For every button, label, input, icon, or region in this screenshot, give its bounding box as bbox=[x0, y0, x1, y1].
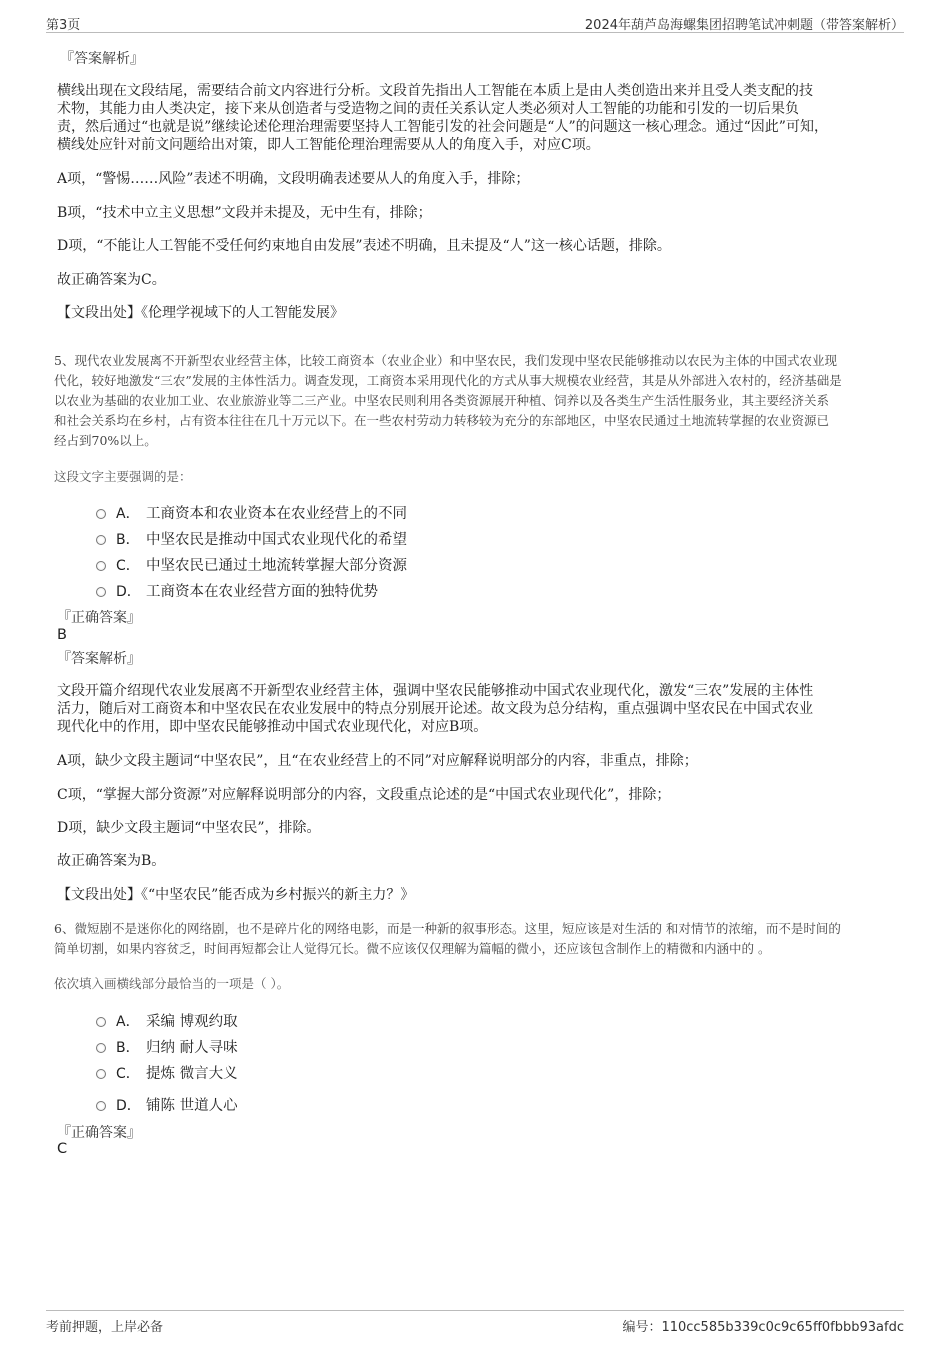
q4-option-note-a: A项，“警惕……风险”表述不明确，文段明确表述要从人的角度入手，排除； bbox=[57, 171, 530, 187]
q6-option-d[interactable] bbox=[96, 1094, 238, 1115]
q5-option-b[interactable] bbox=[96, 528, 407, 549]
radio-button[interactable] bbox=[96, 587, 106, 597]
analysis-line: 责，然后通过“也就是说”继续论述伦理治理需要坚持人工智能引发的社会问题是“人”的问题这一核心理念。通过“因此”可知， bbox=[57, 119, 828, 135]
option-letter: A． bbox=[116, 505, 140, 522]
q6-question-text bbox=[54, 919, 899, 959]
question-line: 经占到70%以上。 bbox=[54, 433, 157, 448]
option-text: 铺陈 世道人心 bbox=[146, 1098, 238, 1114]
q4-conclusion: 故正确答案为C。 bbox=[57, 272, 166, 288]
option-text: 中坚农民是推动中国式农业现代化的希望 bbox=[146, 532, 407, 548]
q6-answer: C bbox=[57, 1141, 68, 1157]
analysis-line: 文段开篇介绍现代农业发展离不开新型农业经营主体，强调中坚农民能够推动中国式农业现代化，激发“三农”发展的主体性 bbox=[57, 683, 814, 699]
q5-option-a[interactable] bbox=[96, 502, 407, 523]
option-letter: C． bbox=[116, 557, 140, 574]
q4-analysis bbox=[57, 82, 887, 154]
analysis-line: 活力，随后对工商资本和中坚农民在农业发展中的特点分别展开论述。故文段为总分结构，重点强调中坚农民在中国式农业 bbox=[57, 701, 813, 717]
q5-option-note-d: D项，缺少文段主题词“中坚农民”，排除。 bbox=[57, 820, 321, 836]
q5-option-d[interactable] bbox=[96, 580, 378, 601]
q5-conclusion: 故正确答案为B。 bbox=[57, 853, 166, 869]
q5-option-c[interactable] bbox=[96, 554, 407, 575]
option-letter: A． bbox=[116, 1013, 140, 1030]
q4-option-note-d: D项，“不能让人工智能不受任何约束地自由发展”表述不明确，且未提及“人”这一核心话题，排除。 bbox=[57, 238, 671, 254]
q6-option-a[interactable] bbox=[96, 1010, 238, 1031]
q6-answer-heading: 『正确答案』 bbox=[57, 1125, 141, 1141]
question-line: 和社会关系均在乡村，占有资本往往在几十万元以下。在一些农村劳动力转移较为充分的东部地区，中坚农民通过土地流转掌握的农业资源已 bbox=[54, 413, 830, 428]
document-code: 编号：110cc585b339c0c9c65ff0fbbb93afdc bbox=[622, 1320, 904, 1335]
page-footer bbox=[46, 1310, 904, 1335]
question-line: 5、现代农业发展离不开新型农业经营主体，比较工商资本（农业企业）和中坚农民，我们发现中坚农民能够推动以农民为主体的中国式农业现 bbox=[54, 353, 837, 368]
option-letter: D． bbox=[116, 1097, 141, 1114]
radio-button[interactable] bbox=[96, 1017, 106, 1027]
q6-option-b[interactable] bbox=[96, 1036, 238, 1057]
page-header bbox=[46, 14, 904, 33]
question-line: 代化，较好地激发“三农”发展的主体性活力。调查发现，工商资本采用现代化的方式从事大规模农业经营，其是从外部进入农村的，经济基础是 bbox=[54, 373, 842, 388]
option-letter: D． bbox=[116, 583, 141, 600]
radio-button[interactable] bbox=[96, 1101, 106, 1111]
radio-button[interactable] bbox=[96, 1069, 106, 1079]
q4-source: 【文段出处】《伦理学视域下的人工智能发展》 bbox=[57, 305, 344, 321]
question-line: 以农业为基础的农业加工业、农业旅游业等二三产业。中坚农民则利用各类资源展开种植、饲养以及各类生产生活性服务业，其主要经济关系 bbox=[54, 393, 830, 408]
question-line: 6、微短剧不是迷你化的网络剧，也不是碎片化的网络电影，而是一种新的叙事形态。这里，短应该是对生活的 和对情节的浓缩，而不是时间的 bbox=[54, 921, 841, 936]
analysis-line: 术物，其能力由人类决定，接下来从创造者与受造物之间的责任关系认定人类必须对人工智能的功能和引发的一切后果负 bbox=[57, 101, 799, 117]
q5-answer: B bbox=[57, 627, 67, 643]
option-text: 归纳 耐人寻味 bbox=[146, 1040, 238, 1056]
q6-option-c[interactable] bbox=[96, 1062, 238, 1083]
option-text: 工商资本和农业资本在农业经营上的不同 bbox=[146, 506, 407, 522]
q4-option-note-b: B项，“技术中立主义思想”文段并未提及，无中生有，排除； bbox=[57, 205, 432, 221]
page-number: 第3页 bbox=[46, 18, 81, 33]
q5-analysis-heading: 『答案解析』 bbox=[57, 651, 141, 667]
footer-slogan: 考前押题，上岸必备 bbox=[46, 1320, 164, 1335]
radio-button[interactable] bbox=[96, 535, 106, 545]
analysis-line: 现代化中的作用，即中坚农民能够推动中国式农业现代化，对应B项。 bbox=[57, 719, 488, 735]
radio-button[interactable] bbox=[96, 509, 106, 519]
option-letter: B． bbox=[116, 1039, 140, 1056]
q5-prompt: 这段文字主要强调的是： bbox=[54, 469, 192, 484]
option-text: 采编 博观约取 bbox=[146, 1014, 238, 1030]
analysis-line: 横线处应针对前文问题给出对策，即人工智能伦理治理需要从人的角度入手，对应C项。 bbox=[57, 137, 600, 153]
q5-analysis bbox=[57, 682, 887, 736]
q5-answer-heading: 『正确答案』 bbox=[57, 610, 141, 626]
q4-analysis-heading: 『答案解析』 bbox=[60, 51, 144, 67]
option-letter: C． bbox=[116, 1065, 140, 1082]
q5-option-note-a: A项，缺少文段主题词“中坚农民”，且“在农业经营上的不同”对应解释说明部分的内容，非重点，排除； bbox=[57, 753, 698, 769]
analysis-line: 横线出现在文段结尾，需要结合前文内容进行分析。文段首先指出人工智能在本质上是由人类创造出来并且受人类支配的技 bbox=[57, 83, 813, 99]
option-text: 工商资本在农业经营方面的独特优势 bbox=[146, 584, 378, 600]
radio-button[interactable] bbox=[96, 1043, 106, 1053]
q5-question-text bbox=[54, 351, 899, 451]
question-line: 简单切割，如果内容贫乏，时间再短都会让人觉得冗长。微不应该仅仅理解为篇幅的微小，还应该包含制作上的精微和内涵中的 。 bbox=[54, 941, 771, 956]
q5-option-note-c: C项，“掌握大部分资源”对应解释说明部分的内容，文段重点论述的是“中国式农业现代化”，排除； bbox=[57, 787, 671, 803]
option-text: 提炼 微言大义 bbox=[146, 1066, 238, 1082]
radio-button[interactable] bbox=[96, 561, 106, 571]
document-title: 2024年葫芦岛海螺集团招聘笔试冲刺题（带答案解析） bbox=[584, 18, 904, 33]
q5-source: 【文段出处】《“中坚农民”能否成为乡村振兴的新主力？》 bbox=[57, 887, 415, 903]
option-text: 中坚农民已通过土地流转掌握大部分资源 bbox=[146, 558, 407, 574]
option-letter: B． bbox=[116, 531, 140, 548]
q6-prompt: 依次填入画横线部分最恰当的一项是（ ）。 bbox=[54, 976, 290, 991]
